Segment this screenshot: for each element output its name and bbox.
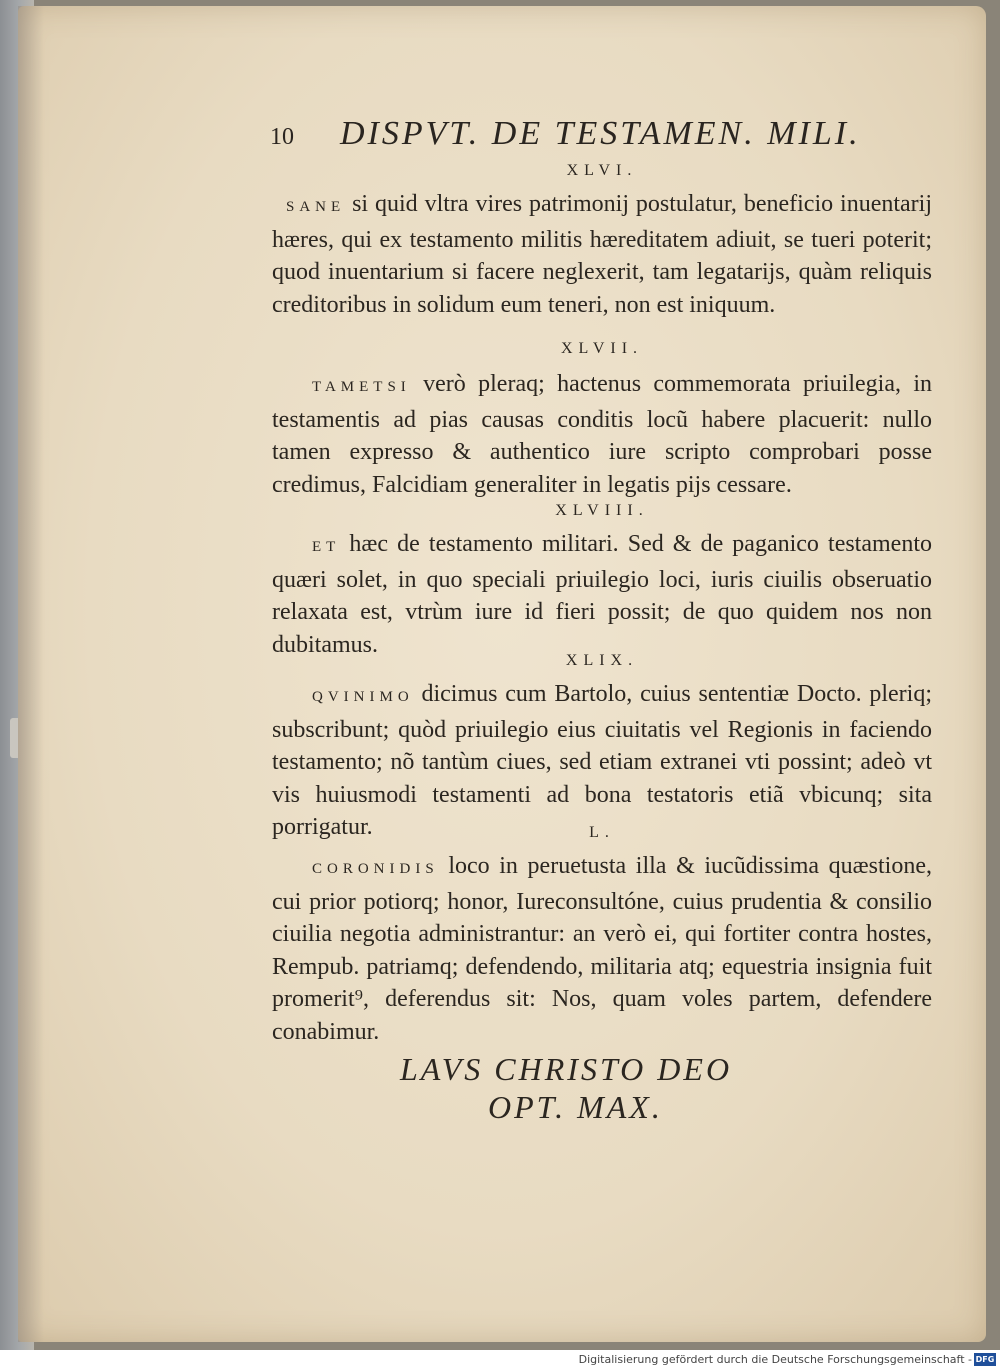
lead-word: CORONIDIS: [312, 861, 439, 877]
doxology-line-1: LAVS CHRISTO DEO: [400, 1051, 733, 1087]
section-number: XLVIII.: [555, 502, 649, 519]
lead-word: SANE: [286, 199, 346, 215]
lead-word: ET: [312, 539, 341, 555]
page-shadow: [18, 6, 44, 1342]
section-xlvii: [272, 340, 932, 501]
section-number: XLVII.: [560, 340, 644, 357]
section-paragraph: [272, 678, 932, 844]
paragraph-text: dicimus cum Bartolo, cuius sententiæ Docto. pleriq; subscribunt; quòd priuilegio eius ciuitatis vel Regionis in faciendo testamento; nõ tantùm ciues, sed etiam extranei vti possint; adeò vt vis huiusmodi testamenti ad bona testatoris etiã vbicunq; sita porrigatur.: [272, 681, 933, 840]
section-number: XLVI.: [566, 162, 638, 179]
running-title: DISPVT. DE TESTAMEN. MILI.: [340, 115, 861, 152]
dfg-logo: DFG: [975, 1355, 995, 1364]
section-paragraph: [272, 850, 932, 1048]
lead-word: TAMETSI: [312, 379, 411, 395]
section-paragraph: [272, 188, 932, 321]
paragraph-text: hæc de testamento militari. Sed & de paganico testamento quæri solet, in quo speciali priuilegio loci, iuris ciuilis obseruatio relaxata est, vtrùm iure id fieri possit; de quo quidem nos non dubitamus.: [272, 531, 932, 658]
doxology-line-2: OPT. MAX.: [488, 1089, 663, 1125]
paragraph-text: loco in peruetusta illa & iucũdissima quæstione, cui prior potiorq; honor, Iureconsultóne, cuius prudentia & consilio ciuilia negotia administrantur: an verò ei, qui fortiter contra hostes, Rempub. patriamq; defendendo, militaria atq; equestria insignia fuit promerit⁹, deferendus sit: Nos, quam voles partem, defendere conabimur.: [272, 853, 932, 1045]
section-paragraph: [272, 528, 932, 661]
section-l: [272, 824, 932, 1048]
paragraph-text: si quid vltra vires patrimonij postulatur, beneficio inuentarij hæres, qui ex testamento militis hæreditatem adiuit, se tueri poterit; quod inuentarium si facere neglexerit, tam legatarijs, quàm reliquis creditoribus in solidum eum teneri, non est iniquum.: [272, 191, 932, 318]
section-xlviii: [272, 502, 932, 661]
digitization-credit: Digitalisierung gefördert durch die Deutsche Forschungsgemeinschaft -: [578, 1353, 972, 1366]
section-number: XLIX.: [565, 652, 639, 669]
page-number: 10: [270, 124, 294, 150]
paragraph-text: verò pleraq; hactenus commemorata priuilegia, in testamentis ad pias causas conditis locũ habere placuerit: nullo tamen expresso & authentico iure scripto comprobari posse credimus, Falcidiam generaliter in legatis pijs cessare.: [272, 371, 932, 498]
doxology: [400, 1050, 760, 1126]
section-xlvi: [272, 162, 932, 321]
section-number: L.: [589, 824, 615, 841]
section-xlix: [272, 652, 932, 844]
section-paragraph: [272, 368, 932, 501]
running-head: [270, 115, 910, 155]
lead-word: QVINIMO: [312, 689, 414, 705]
